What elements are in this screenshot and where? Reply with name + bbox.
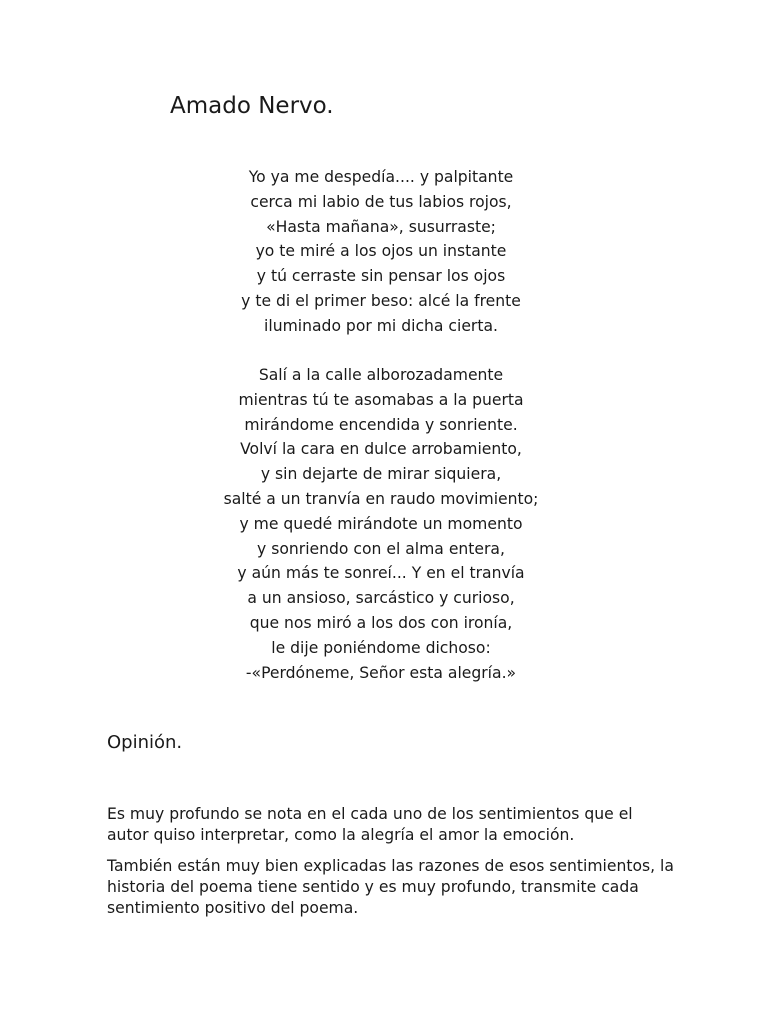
poem-line: Salí a la calle alborozadamente xyxy=(258,366,504,384)
poem-line: cerca mi labio de tus labios rojos, xyxy=(250,192,512,211)
poem-line: Yo ya me despedía.... y palpitante xyxy=(248,168,514,186)
poem-stanza-1 xyxy=(160,165,602,339)
poem-line: salté a un tranvía en raudo movimiento; xyxy=(223,489,539,508)
poem-line: yo te miré a los ojos un instante xyxy=(255,242,507,261)
opinion-heading: Opinión. xyxy=(107,732,183,753)
poem-line: mirándome encendida y sonriente. xyxy=(244,415,518,434)
poem-line: que nos miró a los dos con ironía, xyxy=(249,613,513,632)
opinion-paragraph-1: Es muy profundo se nota en el cada uno de los sentimientos que el autor quiso interpretar, como la alegría el amor la emoción. xyxy=(107,805,633,844)
poem-stanza-2 xyxy=(160,363,602,685)
poem-line: y te di el primer beso: alcé la frente xyxy=(241,291,521,310)
poem-line: -«Perdóneme, Señor esta alegría.» xyxy=(245,663,517,682)
poem-line: y aún más te sonreí... Y en el tranvía xyxy=(237,564,525,583)
poem-line: mientras tú te asomabas a la puerta xyxy=(238,390,524,409)
poem-line: «Hasta mañana», susurraste; xyxy=(266,217,496,236)
poem-line: Volví la cara en dulce arrobamiento, xyxy=(240,440,522,459)
document-title: Amado Nervo. xyxy=(170,93,334,119)
poem-line: y me quedé mirándote un momento xyxy=(239,514,523,533)
poem-line: y sonriendo con el alma entera, xyxy=(257,539,505,558)
poem-line: iluminado por mi dicha cierta. xyxy=(264,316,498,335)
poem-line: y tú cerraste sin pensar los ojos xyxy=(256,267,506,286)
opinion-paragraph-2: También están muy bien explicadas las razones de esos sentimientos, la historia del poema tiene sentido y es muy profundo, transmite cada sentimiento positivo del poema. xyxy=(107,857,674,917)
poem-line: a un ansioso, sarcástico y curioso, xyxy=(247,589,515,608)
poem-line: y sin dejarte de mirar siquiera, xyxy=(260,465,502,484)
poem-line: le dije poniéndome dichoso: xyxy=(271,638,491,657)
